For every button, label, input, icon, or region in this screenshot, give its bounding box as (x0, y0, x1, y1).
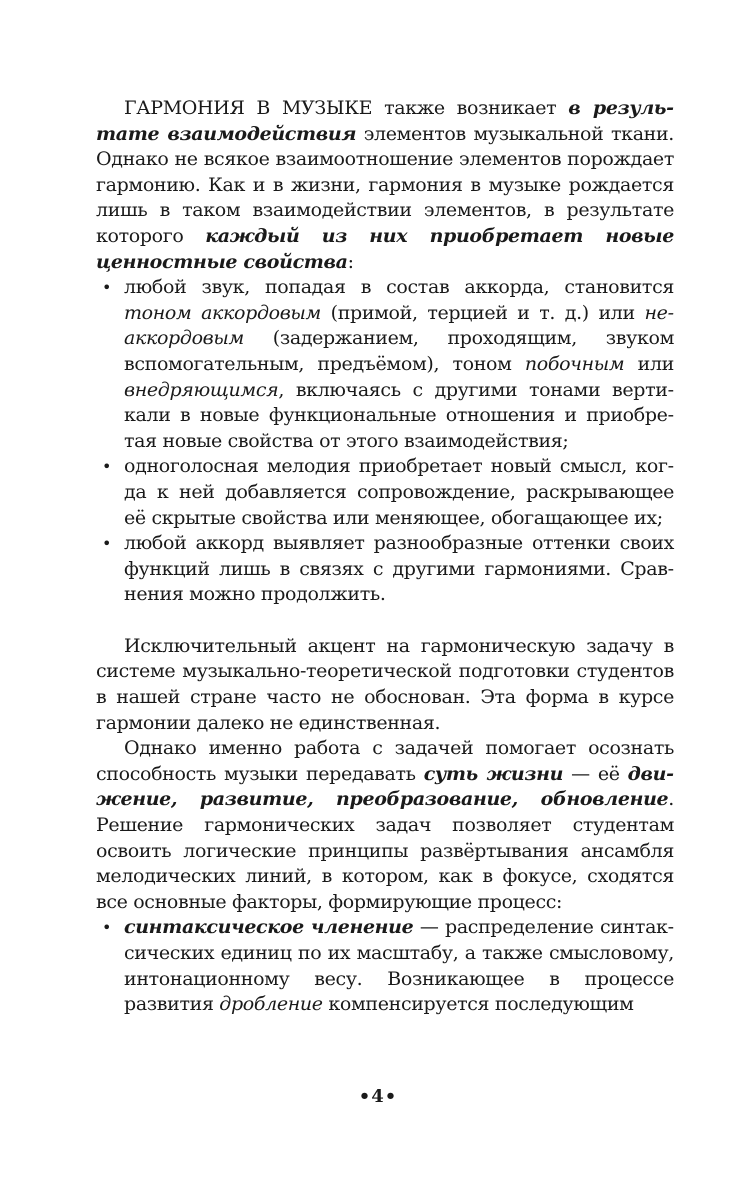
bullet-icon: • (102, 534, 112, 554)
italic-run: тоном аккордовым (124, 301, 321, 324)
bullet-list-examples (96, 275, 674, 608)
italic-run: побочным (524, 352, 625, 375)
emphasis-run: суть жизни (423, 762, 564, 785)
page-content (96, 96, 674, 1018)
bullet-icon: • (102, 918, 112, 938)
text-run: : (347, 250, 354, 273)
paragraph-harmony-intro (96, 96, 674, 275)
text-run: элементов музыкальной ткани. Однако не всякое взаимоотношение элементов порождает гармонию. Как и в жизни, гармония в музыке рождается лишь в таком взаимодействии элементов, в результате которого (96, 122, 674, 247)
list-item: • синтаксическое членение — распределение синтаксических единиц по их масштабу, а также смысловому, интонационному весу. Возникающее в процессе развития дробление компенсируется последующим (102, 916, 674, 1016)
bullet-icon: • (102, 278, 112, 298)
emphasis-run: синтаксическое членение (124, 916, 414, 939)
italic-run: неаккордовым (124, 301, 674, 350)
emphasis-run: в результате взаимодействия (96, 97, 674, 145)
list-item: • любой аккорд выявляет разнообразные оттенки своих функций лишь в связях с другими гармониями. Сравнения можно продолжить. (102, 532, 674, 606)
italic-run: внедряющимся (124, 378, 279, 401)
text-run: ГАРМОНИЯ В МУЗЫКЕ также возникает (124, 97, 569, 119)
italic-run: дробление (219, 993, 323, 1016)
paragraph-gap (96, 608, 674, 634)
paragraph-task-work: Однако именно работа с задачей помогает осознать способность музыки передавать суть жизни — её движение, развитие, преобразование, обновление. Решение гармонических задач позволяет студентам освоить логические принципы развёртывания ансамбля мелодических линий, в котором, как в фокусе, сходятся все основные факторы, формирующие процесс: (96, 737, 674, 913)
emphasis-run: движение, развитие, преобразование, обновление (96, 762, 674, 811)
paragraph-exclusive-accent: Исключительный акцент на гармоническую задачу в системе музыкально-теоретической подготовки студентов в нашей стране часто не обоснован. Эта форма в курсе гармонии далеко не единственная. (96, 634, 674, 734)
bullet-icon: • (102, 457, 112, 477)
bullet-list-factors (96, 915, 674, 1017)
emphasis-run: каждый из них приобретает новые ценностные свойства (96, 224, 674, 273)
page-number: •4• (358, 1086, 398, 1107)
list-item: • одноголосная мелодия приобретает новый смысл, когда к ней добавляется сопровождение, раскрывающее её скрытые свойства или меняющее, обогащающее их; (102, 455, 674, 529)
list-item: • любой звук, попадая в состав аккорда, становится тоном аккордовым (примой, терцией и т. д.) или неаккордовым (задержанием, проходящим, звуком вспомогательным, предъёмом), тоном побочным или внедряющимся, включаясь с другими тонами вертикали в новые функциональные отношения и приобретая новые свойства от этого взаимодействия; (102, 276, 674, 452)
